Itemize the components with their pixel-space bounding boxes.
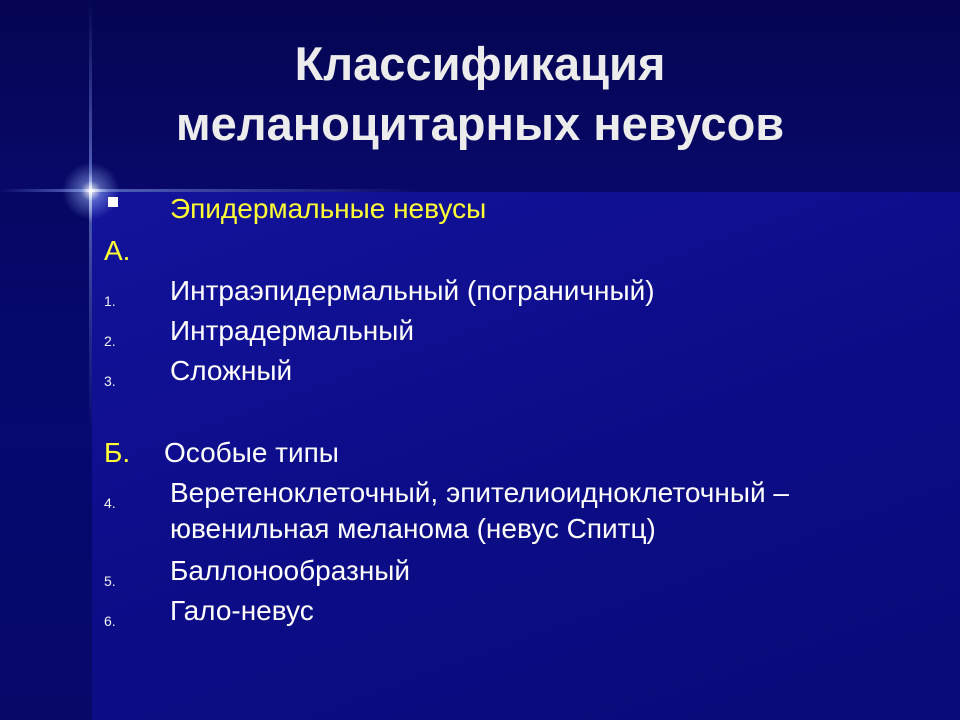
item-text: Интрадермальный <box>170 315 415 346</box>
item-number: 2. <box>104 333 116 349</box>
heading-text: Эпидермальные невусы <box>170 193 487 224</box>
square-bullet-icon <box>108 197 118 207</box>
item-text: Гало-невус <box>170 595 314 626</box>
item-text: Баллонообразный <box>170 555 411 586</box>
item-number: 4. <box>104 495 116 511</box>
item-text: ювенильная меланома (невус Спитц) <box>170 513 656 544</box>
section-b-label: Б. <box>104 437 131 468</box>
section-b-text: Особые типы <box>164 437 339 468</box>
item-number: 1. <box>104 293 116 309</box>
item-number: 5. <box>104 573 116 589</box>
item-text: Интраэпидермальный (пограничный) <box>170 275 655 306</box>
item-number: 3. <box>104 373 116 389</box>
title-line-2: меланоцитарных невусов <box>175 97 785 150</box>
title-line-1: Классификация <box>294 37 666 90</box>
item-text: Веретеноклеточный, эпителиоидноклеточный – <box>170 477 789 508</box>
item-text: Сложный <box>170 355 293 386</box>
section-a-label: А. <box>104 235 131 266</box>
item-number: 6. <box>104 613 116 629</box>
